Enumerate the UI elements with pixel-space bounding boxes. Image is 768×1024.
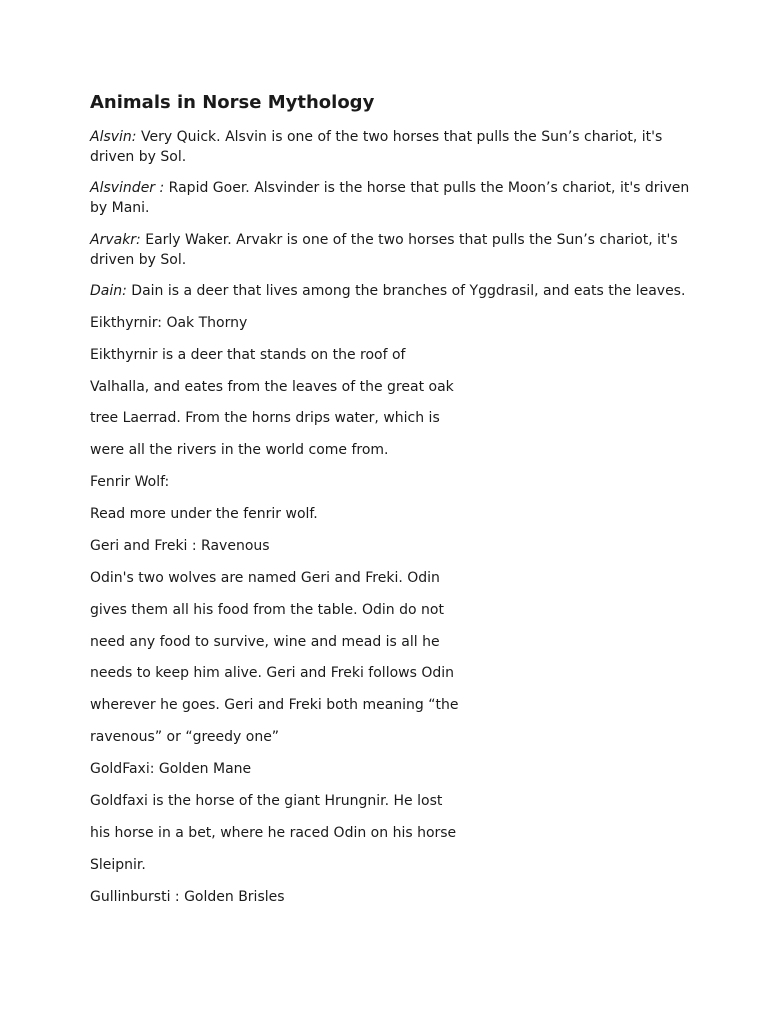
- text-line: Read more under the fenrir wolf.: [90, 506, 318, 522]
- text-line: GoldFaxi: Golden Mane: [90, 761, 252, 777]
- entry-alsvinder: [90, 178, 690, 218]
- entry-term: Dain:: [90, 283, 127, 299]
- document-title: Animals in Norse Mythology: [90, 92, 375, 113]
- text-line: tree Laerrad. From the horns drips water, which is: [90, 410, 440, 426]
- entry-text: Very Quick. Alsvin is one of the two horses that pulls the Sun’s chariot, it's driven by Sol.: [90, 129, 663, 165]
- text-line: Goldfaxi is the horse of the giant Hrungnir. He lost: [90, 793, 443, 809]
- text-line: need any food to survive, wine and mead is all he: [90, 634, 440, 650]
- entry-term: Arvakr:: [90, 232, 141, 248]
- entry-term: Alsvinder :: [90, 180, 165, 196]
- text-line: Geri and Freki : Ravenous: [90, 538, 270, 554]
- text-line: wherever he goes. Geri and Freki both meaning “the: [90, 697, 459, 713]
- entry-alsvin: [90, 127, 690, 167]
- entry-text: Rapid Goer. Alsvinder is the horse that pulls the Moon’s chariot, it's driven by Mani.: [90, 180, 690, 216]
- text-line: needs to keep him alive. Geri and Freki follows Odin: [90, 665, 455, 681]
- text-line: ravenous” or “greedy one”: [90, 729, 280, 745]
- entry-text: Early Waker. Arvakr is one of the two horses that pulls the Sun’s chariot, it's driven by Sol.: [90, 232, 678, 268]
- text-line: Eikthyrnir is a deer that stands on the roof of: [90, 347, 406, 363]
- entry-arvakr: [90, 230, 690, 270]
- text-line: Gullinbursti : Golden Brisles: [90, 889, 285, 905]
- entry-text: Dain is a deer that lives among the branches of Yggdrasil, and eats the leaves.: [126, 283, 686, 299]
- text-line: Fenrir Wolf:: [90, 474, 170, 490]
- text-line: Odin's two wolves are named Geri and Freki. Odin: [90, 570, 440, 586]
- entry-dain: [90, 281, 730, 301]
- entry-term: Alsvin:: [90, 129, 137, 145]
- text-line: were all the rivers in the world come from.: [90, 442, 389, 458]
- text-line: Valhalla, and eates from the leaves of the great oak: [90, 379, 454, 395]
- text-line: gives them all his food from the table. Odin do not: [90, 602, 444, 618]
- text-line: Sleipnir.: [90, 857, 146, 873]
- text-line: Eikthyrnir: Oak Thorny: [90, 315, 248, 331]
- text-line: his horse in a bet, where he raced Odin on his horse: [90, 825, 457, 841]
